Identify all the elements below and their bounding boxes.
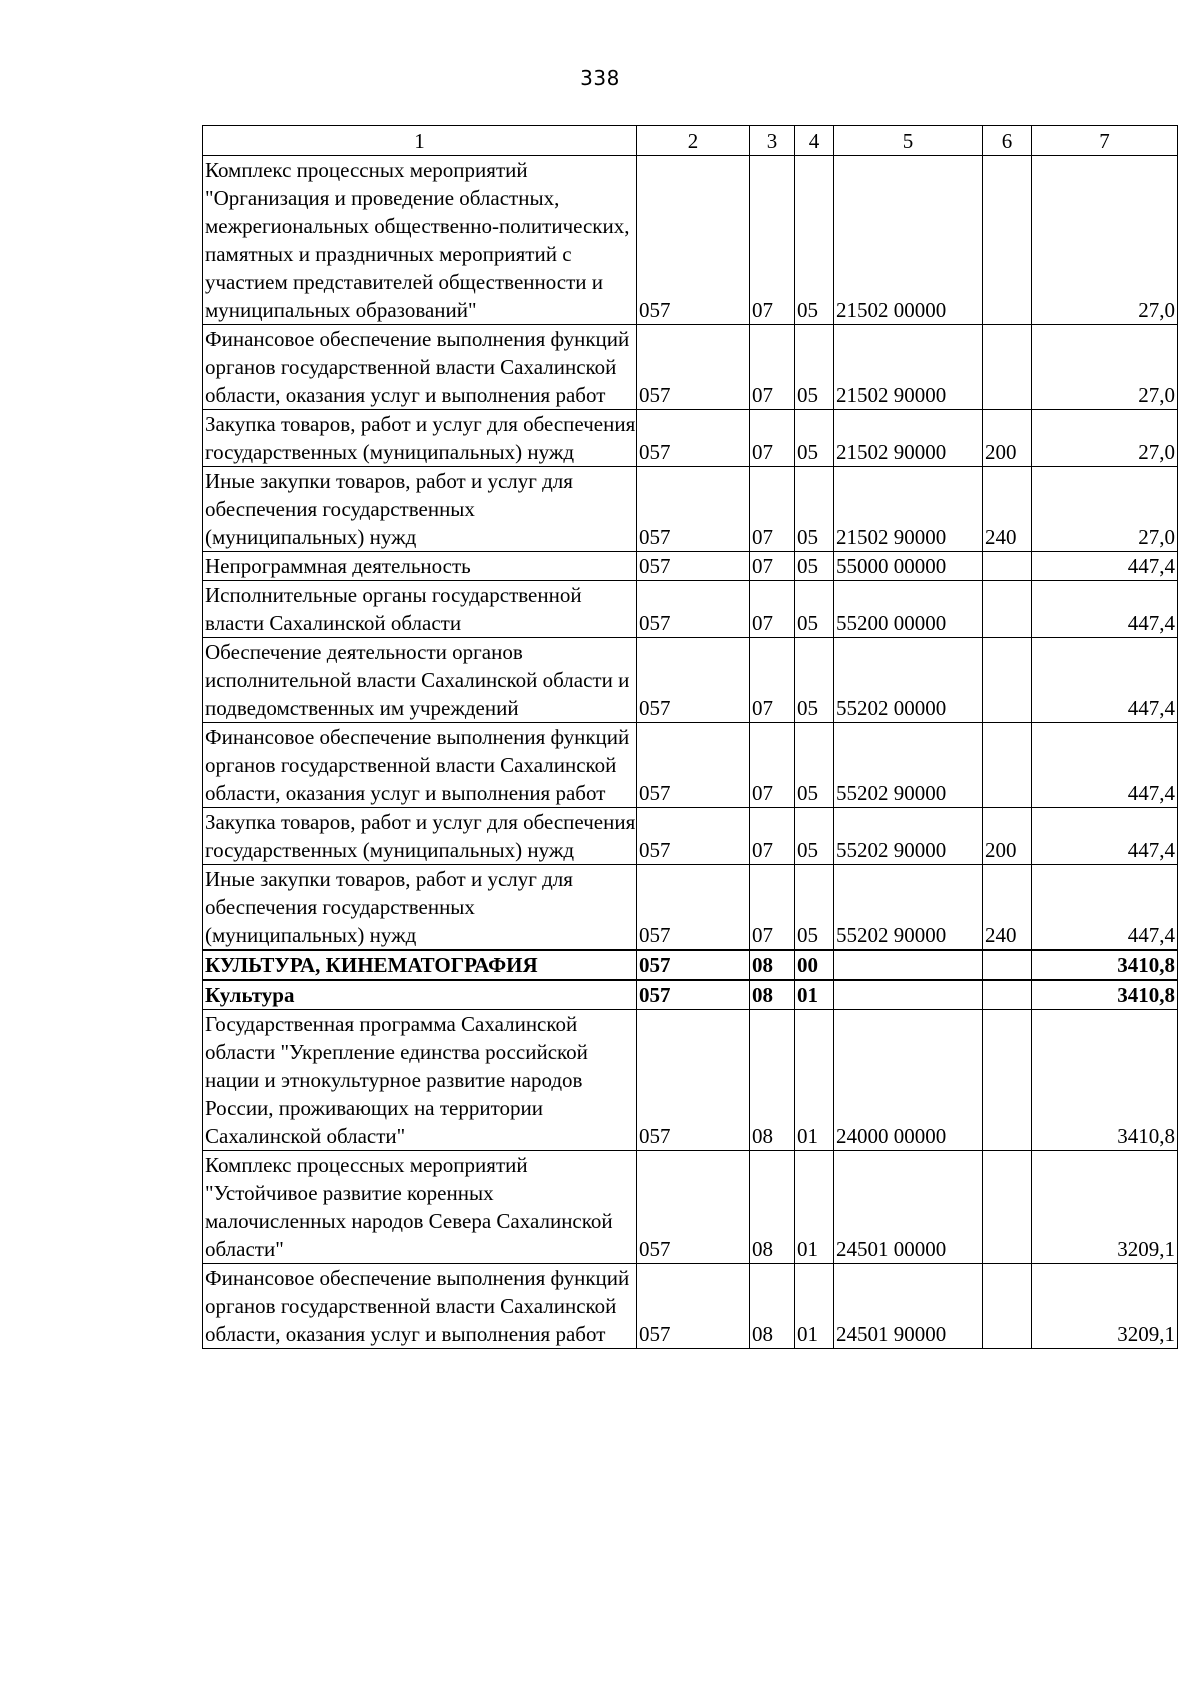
cell-code-6 [983, 1010, 1032, 1151]
cell-code-3: 07 [750, 325, 795, 410]
table-row [203, 1264, 1178, 1349]
cell-name: Финансовое обеспечение выполнения функций органов государственной власти Сахалинской области, оказания услуг и выполнения работ [203, 325, 637, 410]
cell-code-4: 05 [795, 325, 834, 410]
cell-code-6: 200 [983, 410, 1032, 467]
cell-code-2: 057 [637, 808, 750, 865]
cell-code-5: 24501 90000 [834, 1264, 983, 1349]
table-row [203, 1010, 1178, 1151]
cell-code-6 [983, 325, 1032, 410]
table-row [203, 581, 1178, 638]
cell-code-6 [983, 638, 1032, 723]
cell-name: КУЛЬТУРА, КИНЕМАТОГРАФИЯ [203, 950, 637, 980]
cell-code-5: 55200 00000 [834, 581, 983, 638]
cell-code-6: 200 [983, 808, 1032, 865]
cell-code-5: 55202 90000 [834, 865, 983, 951]
cell-code-2: 057 [637, 325, 750, 410]
header-cell-1: 1 [203, 126, 637, 156]
cell-code-4: 05 [795, 581, 834, 638]
header-cell-5: 5 [834, 126, 983, 156]
cell-code-4: 05 [795, 552, 834, 581]
cell-amount: 3410,8 [1032, 1010, 1178, 1151]
budget-table [202, 125, 1178, 1349]
table-header-row [203, 126, 1178, 156]
cell-name: Культура [203, 980, 637, 1010]
cell-code-6 [983, 581, 1032, 638]
cell-code-3: 07 [750, 410, 795, 467]
cell-code-5: 21502 00000 [834, 156, 983, 325]
cell-code-6: 240 [983, 865, 1032, 951]
cell-code-3: 08 [750, 980, 795, 1010]
cell-amount: 447,4 [1032, 865, 1178, 951]
cell-code-2: 057 [637, 980, 750, 1010]
table-row [203, 638, 1178, 723]
header-cell-6: 6 [983, 126, 1032, 156]
cell-amount: 447,4 [1032, 723, 1178, 808]
cell-code-6 [983, 552, 1032, 581]
cell-amount: 447,4 [1032, 552, 1178, 581]
cell-code-4: 00 [795, 950, 834, 980]
cell-code-3: 08 [750, 1264, 795, 1349]
cell-code-5: 55202 90000 [834, 808, 983, 865]
cell-code-6 [983, 1264, 1032, 1349]
cell-code-6: 240 [983, 467, 1032, 552]
cell-name: Непрограммная деятельность [203, 552, 637, 581]
cell-code-6 [983, 950, 1032, 980]
cell-code-3: 07 [750, 865, 795, 951]
header-cell-7: 7 [1032, 126, 1178, 156]
cell-name: Закупка товаров, работ и услуг для обеспечения государственных (муниципальных) нужд [203, 808, 637, 865]
cell-name: Обеспечение деятельности органов исполнительной власти Сахалинской области и подведомственных им учреждений [203, 638, 637, 723]
cell-code-4: 05 [795, 723, 834, 808]
cell-code-2: 057 [637, 467, 750, 552]
cell-code-4: 05 [795, 467, 834, 552]
cell-code-4: 05 [795, 808, 834, 865]
cell-code-6 [983, 1151, 1032, 1264]
cell-code-2: 057 [637, 410, 750, 467]
cell-code-5: 55000 00000 [834, 552, 983, 581]
cell-code-6 [983, 980, 1032, 1010]
cell-code-2: 057 [637, 1010, 750, 1151]
cell-code-4: 01 [795, 980, 834, 1010]
cell-code-5 [834, 950, 983, 980]
cell-code-5 [834, 980, 983, 1010]
cell-code-2: 057 [637, 723, 750, 808]
cell-code-2: 057 [637, 950, 750, 980]
cell-amount: 3209,1 [1032, 1151, 1178, 1264]
cell-code-4: 05 [795, 156, 834, 325]
table-row [203, 865, 1178, 951]
cell-code-4: 01 [795, 1151, 834, 1264]
cell-name: Государственная программа Сахалинской области "Укрепление единства российской нации и этнокультурное развитие народов России, проживающих на территории Сахалинской области" [203, 1010, 637, 1151]
cell-code-6 [983, 723, 1032, 808]
table-row [203, 410, 1178, 467]
cell-name: Финансовое обеспечение выполнения функций органов государственной власти Сахалинской области, оказания услуг и выполнения работ [203, 723, 637, 808]
table-row [203, 156, 1178, 325]
cell-code-2: 057 [637, 1264, 750, 1349]
cell-code-3: 07 [750, 723, 795, 808]
table-row [203, 723, 1178, 808]
header-cell-4: 4 [795, 126, 834, 156]
cell-code-3: 08 [750, 1151, 795, 1264]
cell-amount: 447,4 [1032, 581, 1178, 638]
cell-code-2: 057 [637, 581, 750, 638]
cell-amount: 3410,8 [1032, 980, 1178, 1010]
cell-code-2: 057 [637, 865, 750, 951]
header-cell-2: 2 [637, 126, 750, 156]
table-row [203, 808, 1178, 865]
cell-code-2: 057 [637, 552, 750, 581]
cell-code-5: 55202 90000 [834, 723, 983, 808]
cell-code-2: 057 [637, 1151, 750, 1264]
cell-code-4: 05 [795, 865, 834, 951]
cell-code-3: 07 [750, 581, 795, 638]
table-row [203, 467, 1178, 552]
cell-amount: 27,0 [1032, 325, 1178, 410]
table-row [203, 950, 1178, 980]
cell-code-4: 05 [795, 410, 834, 467]
cell-amount: 3209,1 [1032, 1264, 1178, 1349]
cell-code-5: 24000 00000 [834, 1010, 983, 1151]
cell-name: Иные закупки товаров, работ и услуг для обеспечения государственных (муниципальных) нужд [203, 865, 637, 951]
cell-code-3: 07 [750, 156, 795, 325]
cell-code-2: 057 [637, 638, 750, 723]
table-row [203, 552, 1178, 581]
cell-code-5: 21502 90000 [834, 467, 983, 552]
cell-amount: 447,4 [1032, 808, 1178, 865]
cell-code-4: 01 [795, 1010, 834, 1151]
cell-amount: 27,0 [1032, 467, 1178, 552]
cell-code-3: 07 [750, 638, 795, 723]
header-cell-3: 3 [750, 126, 795, 156]
cell-amount: 27,0 [1032, 410, 1178, 467]
cell-name: Финансовое обеспечение выполнения функций органов государственной власти Сахалинской области, оказания услуг и выполнения работ [203, 1264, 637, 1349]
cell-amount: 27,0 [1032, 156, 1178, 325]
cell-name: Комплекс процессных мероприятий "Устойчивое развитие коренных малочисленных народов Севера Сахалинской области" [203, 1151, 637, 1264]
cell-code-5: 55202 00000 [834, 638, 983, 723]
cell-code-3: 07 [750, 808, 795, 865]
cell-amount: 3410,8 [1032, 950, 1178, 980]
cell-name: Исполнительные органы государственной власти Сахалинской области [203, 581, 637, 638]
page-number: 338 [580, 66, 620, 90]
table-row [203, 980, 1178, 1010]
cell-amount: 447,4 [1032, 638, 1178, 723]
cell-name: Иные закупки товаров, работ и услуг для обеспечения государственных (муниципальных) нужд [203, 467, 637, 552]
cell-code-5: 24501 00000 [834, 1151, 983, 1264]
cell-name: Комплекс процессных мероприятий "Организация и проведение областных, межрегиональных общественно-политических, памятных и праздничных мероприятий с участием представителей общественности и муниципальных образований" [203, 156, 637, 325]
table-row [203, 1151, 1178, 1264]
cell-code-3: 08 [750, 1010, 795, 1151]
table-row [203, 325, 1178, 410]
cell-code-5: 21502 90000 [834, 410, 983, 467]
cell-code-6 [983, 156, 1032, 325]
cell-name: Закупка товаров, работ и услуг для обеспечения государственных (муниципальных) нужд [203, 410, 637, 467]
cell-code-3: 08 [750, 950, 795, 980]
cell-code-4: 05 [795, 638, 834, 723]
cell-code-2: 057 [637, 156, 750, 325]
cell-code-4: 01 [795, 1264, 834, 1349]
cell-code-3: 07 [750, 552, 795, 581]
cell-code-5: 21502 90000 [834, 325, 983, 410]
cell-code-3: 07 [750, 467, 795, 552]
